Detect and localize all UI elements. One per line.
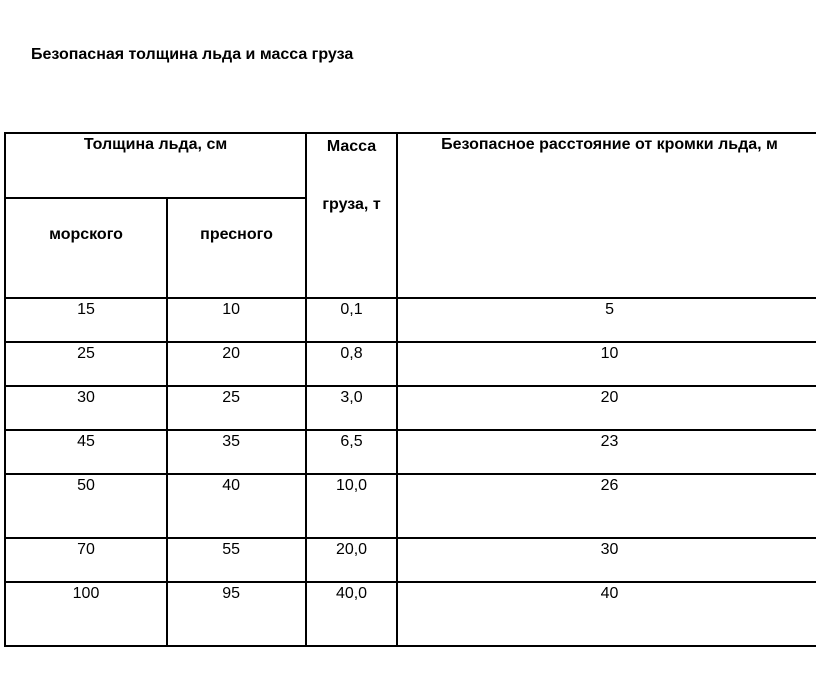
table-header-row: [5, 133, 816, 198]
table-row: [5, 342, 816, 386]
table-row: [5, 582, 816, 646]
header-sea-ice-label: морского: [49, 226, 123, 243]
header-cargo-mass-line2: груза, т: [322, 196, 381, 213]
table-row: [5, 298, 816, 342]
cell-fresh: 20: [167, 342, 306, 386]
cell-distance: 40: [397, 582, 816, 646]
cell-sea: 25: [5, 342, 167, 386]
cell-mass: 0,8: [306, 342, 397, 386]
cell-distance: 20: [397, 386, 816, 430]
cell-fresh: 10: [167, 298, 306, 342]
header-cargo-mass: [306, 133, 397, 298]
table-row: [5, 474, 816, 538]
cell-distance: 30: [397, 538, 816, 582]
cell-mass: 20,0: [306, 538, 397, 582]
cell-mass: 3,0: [306, 386, 397, 430]
header-cargo-mass-line1: Масса: [326, 138, 377, 155]
cell-sea: 45: [5, 430, 167, 474]
ice-safety-table: [4, 132, 816, 647]
cell-sea: 70: [5, 538, 167, 582]
cell-fresh: 35: [167, 430, 306, 474]
cell-fresh: 25: [167, 386, 306, 430]
header-fresh-ice: [167, 198, 306, 298]
cell-sea: 30: [5, 386, 167, 430]
header-fresh-ice-label: пресного: [200, 226, 273, 243]
table-row: [5, 430, 816, 474]
cell-fresh: 95: [167, 582, 306, 646]
cell-mass: 0,1: [306, 298, 397, 342]
document-title: Безопасная толщина льда и масса груза: [31, 46, 354, 63]
cell-sea: 15: [5, 298, 167, 342]
cell-distance: 26: [397, 474, 816, 538]
cell-sea: 50: [5, 474, 167, 538]
header-ice-thickness: Толщина льда, см: [5, 133, 306, 198]
cell-mass: 6,5: [306, 430, 397, 474]
cell-mass: 40,0: [306, 582, 397, 646]
cell-distance: 23: [397, 430, 816, 474]
header-sea-ice: [5, 198, 167, 298]
cell-distance: 10: [397, 342, 816, 386]
table-row: [5, 538, 816, 582]
cell-sea: 100: [5, 582, 167, 646]
cell-mass: 10,0: [306, 474, 397, 538]
cell-fresh: 40: [167, 474, 306, 538]
cell-distance: 5: [397, 298, 816, 342]
table-row: [5, 386, 816, 430]
header-safe-distance: Безопасное расстояние от кромки льда, м: [397, 133, 816, 298]
cell-fresh: 55: [167, 538, 306, 582]
